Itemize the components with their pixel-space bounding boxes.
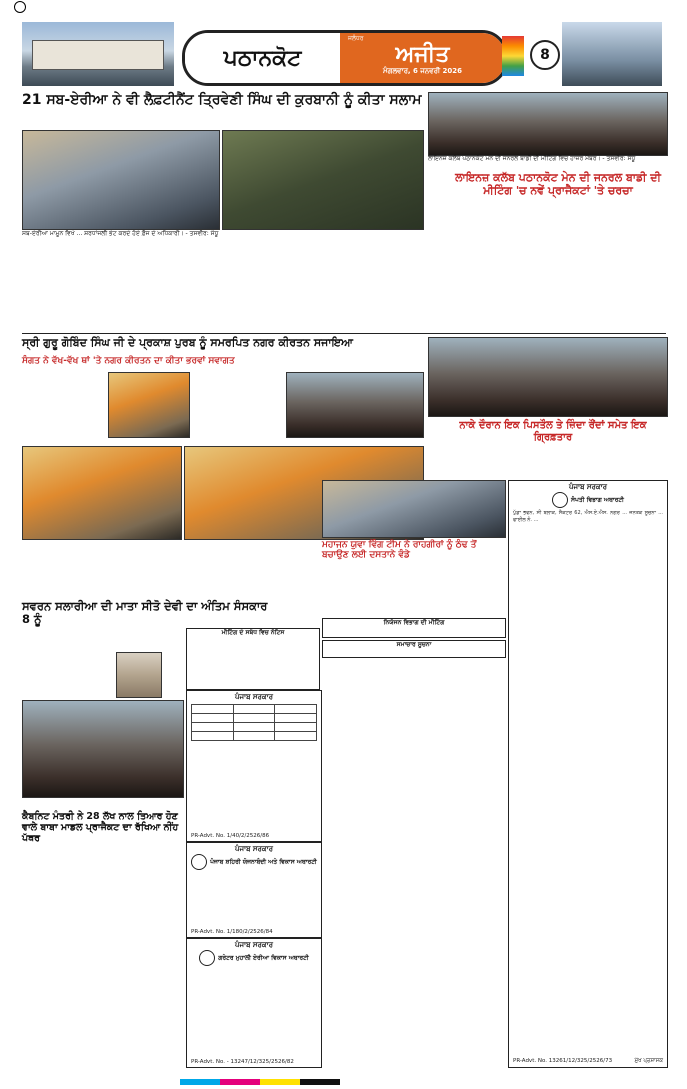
notice-heading: ਮੀਟਿੰਗ ਦੇ ਸਬੰਧ ਵਿਚ ਨੋਟਿਸ [221,629,285,636]
notice-body [187,637,319,641]
govt-ad-3-body [187,966,321,970]
story4-photo [428,337,668,417]
govt-ad-3-subtitle: ਗਰੇਟਰ ਮੁਹਾਲੀ ਏਰੀਆ ਵਿਕਾਸ ਅਥਾਰਟੀ [187,950,321,966]
story1-caption: ਸਬ-ਏਰੀਆ ਮਾਮੂਨ ਵਿਖੇ ... ਸ਼ਰਧਾਂਜਲੀ ਭੇਟ ਕਰਦੇ ਹੋਏ ਫ਼ੌਜ ਦੇ ਅਧਿਕਾਰੀ। - ਤਸਵੀਰ: ਸੰਧੂ [22,230,219,237]
notice-ad [186,628,320,690]
right-govt-ad [508,480,668,1068]
cmyk-strip [180,1079,340,1085]
print-color-bar [0,1074,687,1089]
notice3-heading: ਸਮਾਚਾਰ ਸੂਚਨਾ [396,641,432,648]
govt-ad-1 [186,690,322,842]
story3-column [122,546,218,586]
story7-photo [22,700,184,798]
story3-photo-3 [22,446,182,540]
masthead-photo-left [22,22,174,86]
story3-photo-1 [108,372,190,438]
masthead [22,22,662,86]
story3-photo-2 [286,372,424,438]
story1-photo-2 [222,130,424,230]
right-ad-subtitle: ਸੰਪਤੀ ਵਿਭਾਗ ਅਥਾਰਟੀ [509,492,667,508]
govt-ad-2-title: ਪੰਜਾਬ ਸਰਕਾਰ [234,845,273,853]
story4-headline: ਨਾਕੇ ਦੌਰਾਨ ਇਕ ਪਿਸਤੌਲ ਤੇ ਜ਼ਿੰਦਾ ਰੌਂਦਾਂ ਸਮੇਤ ਇਕ ਗ੍ਰਿਫ਼ਤਾਰ [459,420,647,443]
notice2-heading: ਨਿਯੋਜਨ ਵਿਭਾਗ ਦੀ ਮੀਟਿੰਗ [383,619,445,626]
gmada-logo-icon [199,950,215,966]
govt-ad-3-title: ਪੰਜਾਬ ਸਰਕਾਰ [234,941,273,949]
story2-headline: ਲਾਇਨਜ਼ ਕਲੱਬ ਪਠਾਨਕੋਟ ਮੇਨ ਦੀ ਜਨਰਲ ਬਾਡੀ ਦੀ ਮੀਟਿੰਗ 'ਚ ਨਵੇਂ ਪ੍ਰਾਜੈਕਟਾਂ 'ਤੇ ਚਰਚਾ [455,171,661,197]
masthead-photo-right [562,22,662,86]
logo [182,30,508,86]
story3-subhead: ਸੰਗਤ ਨੇ ਵੱਖ-ਵੱਖ ਥਾਂ 'ਤੇ ਨਗਰ ਕੀਰਤਨ ਦਾ ਕੀਤਾ ਭਰਵਾਂ ਸਵਾਗਤ [22,356,235,366]
story1-headline: 21 ਸਬ-ਏਰੀਆ ਨੇ ਵੀ ਲੈਫ਼ਟੀਨੈਂਟ ਤ੍ਰਿਵੇਣੀ ਸਿੰਘ ਦੀ ਕੁਰਬਾਨੀ ਨੂੰ ਕੀਤਾ ਸਲਾਮ [22,92,422,108]
page-number: 8 [530,40,560,70]
notice3-ad [322,640,506,658]
story3-column [22,372,106,442]
govt-ad-2-advt-no: PR-Advt. No. 1/180/2/2526/84 [191,929,273,935]
story5-headline: ਮਹਾਜਨ ਯੁਵਾ ਵਿੰਗ ਟੀਮ ਨੇ ਰਾਹਗੀਰਾਂ ਨੂੰ ਠੰਢ ਤੋਂ ਬਚਾਉਣ ਲਈ ਦਸਤਾਨੇ ਵੰਡੇ [322,540,477,561]
govt-ad-1-table [191,704,317,741]
story6-column [22,632,112,688]
story1-photo-1 [22,130,220,230]
story3-headline: ਸ੍ਰੀ ਗੁਰੂ ਗੋਬਿੰਦ ਸਿੰਘ ਜੀ ਦੇ ਪ੍ਰਕਾਸ਼ ਪੁਰਬ ਨੂੰ ਸਮਰਪਿਤ ਨਗਰ ਕੀਰਤਨ ਸਜਾਇਆ [22,336,354,349]
story6-headline: ਸਵਰਨ ਸਲਾਰੀਆ ਦੀ ਮਾਤਾ ਸੀਤੋ ਦੇਵੀ ਦਾ ਅੰਤਿਮ ਸੰਸਕਾਰ 8 ਨੂੰ [22,599,268,627]
masthead-date: ਮੰਗਲਵਾਰ, 6 ਜਨਵਰੀ 2026 [382,66,463,75]
govt-ad-2-body [187,870,321,874]
story2-column [428,206,504,326]
masthead-brand: ਅਜੀਤ [395,40,450,67]
masthead-city-title: ਪਠਾਨਕੋਟ [185,33,340,83]
govt-ad-2 [186,842,322,938]
story7-column [22,852,100,1066]
registration-mark-icon [14,1,26,13]
story3-column [222,546,318,586]
right-ad-advt-no: PR-Advt. No. 13261/12/325/2526/73 [513,1058,613,1064]
right-ad-body: ਪੁੱਡਾ ਭਵਨ, ਸੀ ਬਲਾਕ, ਸੈਕਟਰ 62, ਐਸ.ਏ.ਐਸ. ਨਗਰ ... ਜਨਤਕ ਸੂਚਨਾ ... ਫਾਈਲ ਨੰ. ... [513,510,663,523]
govt-ad-2-subtitle: ਪੰਜਾਬ ਸ਼ਹਿਰੀ ਯੋਜਨਾਬੰਦੀ ਅਤੇ ਵਿਕਾਸ ਅਥਾਰਟੀ [187,854,321,870]
story5-continued [322,660,504,1066]
punjab-emblem-icon [191,854,207,870]
govt-ad-3-advt-no: PR-Advt. No. - 13247/12/325/2526/82 [191,1059,294,1065]
story7-headline: ਕੈਬਨਿਟ ਮੰਤਰੀ ਨੇ 28 ਲੱਖ ਨਾਲ ਤਿਆਰ ਹੋਣ ਵਾਲੇ ਬਾਬਾ ਮਾਡਲ ਪ੍ਰਾਜੈਕਟ ਦਾ ਰੱਖਿਆ ਨੀਂਹ ਪੱਥਰ [22,811,179,844]
masthead-city-line: ਜਲੰਧਰ [348,35,364,42]
punjab-emblem-icon [552,492,568,508]
story2-column [508,206,584,326]
story2-photo [428,92,668,156]
story5-photo [322,480,506,538]
obituary-photo [116,652,162,698]
story1-column [322,248,422,330]
story3-column [192,372,284,442]
govt-ad-1-title: ਪੰਜਾਬ ਸਰਕਾਰ [234,693,273,701]
color-stripe [502,36,524,76]
story1-column [22,248,118,330]
story2-column [588,206,666,326]
story1-column [122,248,218,330]
right-ad-title: ਪੰਜਾਬ ਸਰਕਾਰ [568,483,607,491]
notice2-ad [322,618,506,638]
print-slug [0,0,687,14]
govt-ad-1-advt-no: PR-Advt. No. 1/40/2/2526/86 [191,833,270,839]
story4-body [428,445,666,475]
divider [22,333,666,334]
story7-column [104,852,182,1066]
story3-column [22,546,118,586]
story2-photo-caption: ਲਾਇਨਜ਼ ਕਲੱਬ ਪਠਾਨਕੋਟ ਮੇਨ ਦੀ ਜਨਰਲ ਬਾਡੀ ਦੀ ਮੀਟਿੰਗ ਵਿਚ ਹਾਜ਼ਰ ਮੈਂਬਰ। - ਤਸਵੀਰ: ਸੰਧੂ [428,155,636,162]
story1-column [222,248,318,330]
story6-column [164,632,184,688]
right-ad-signatory: ਮੁੱਖ ਪ੍ਰਸ਼ਾਸਕ [634,1058,663,1064]
govt-ad-3 [186,938,322,1068]
